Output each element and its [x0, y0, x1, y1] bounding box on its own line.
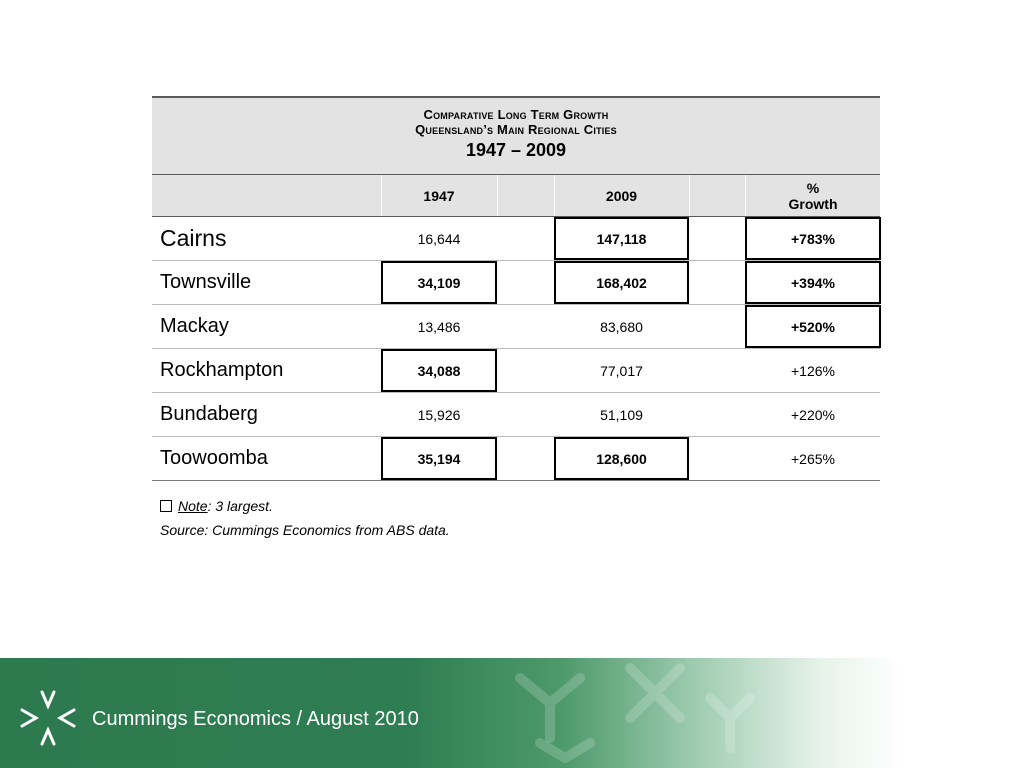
growth: +265%	[791, 450, 835, 467]
growth-highlighted: +783%	[745, 217, 881, 260]
value-2009-highlighted: 128,600	[554, 437, 689, 480]
source-line: Source: Cummings Economics from ABS data.	[160, 522, 450, 538]
header-growth-line2: Growth	[788, 196, 838, 212]
decorative-star-pattern-icon	[480, 658, 820, 768]
growth-highlighted: +394%	[745, 261, 881, 304]
value-1947-highlighted: 35,194	[381, 437, 497, 480]
city-name: Mackay	[160, 315, 229, 337]
header-growth-line1: %	[806, 180, 820, 196]
value-2009-highlighted: 168,402	[554, 261, 689, 304]
growth-table	[152, 96, 880, 481]
footer-banner	[0, 658, 1024, 768]
table-row-townsville	[152, 261, 880, 305]
value-1947: 16,644	[417, 230, 461, 247]
city-name: Cairns	[160, 225, 227, 251]
header-growth	[745, 175, 881, 217]
value-2009: 77,017	[600, 362, 643, 379]
table-row-toowoomba	[152, 437, 880, 481]
table-row-mackay	[152, 305, 880, 349]
value-2009: 51,109	[600, 406, 643, 423]
table-row-rockhampton	[152, 349, 880, 393]
value-1947-highlighted: 34,088	[381, 349, 497, 392]
city-name: Toowoomba	[160, 447, 268, 469]
table-row-cairns	[152, 217, 880, 261]
city-name: Townsville	[160, 271, 252, 293]
value-1947-highlighted: 34,109	[381, 261, 497, 304]
header-separator	[497, 175, 498, 216]
table-title-block	[152, 96, 880, 174]
city-name: Rockhampton	[160, 359, 284, 381]
cummings-star-logo-icon	[18, 688, 78, 748]
growth: +220%	[791, 406, 835, 423]
note-label: Note	[178, 498, 208, 514]
header-separator	[689, 175, 690, 216]
table-row-bundaberg	[152, 393, 880, 437]
table-title-line2: Queensland’s Main Regional Cities	[415, 122, 617, 137]
header-2009: 2009	[605, 188, 638, 204]
growth: +126%	[791, 362, 835, 379]
note-line	[160, 494, 450, 518]
table-title-line1: Comparative Long Term Growth	[423, 107, 609, 122]
value-1947: 15,926	[417, 406, 461, 423]
header-1947: 1947	[423, 188, 455, 204]
value-2009-highlighted: 147,118	[554, 217, 689, 260]
footer-text: Cummings Economics / August 2010	[92, 708, 419, 730]
growth-highlighted: +520%	[745, 305, 881, 348]
city-name: Bundaberg	[160, 403, 258, 425]
value-1947: 13,486	[417, 318, 461, 335]
table-notes	[160, 494, 450, 542]
note-text: : 3 largest.	[207, 498, 273, 514]
value-2009: 83,680	[600, 318, 643, 335]
table-header-row	[152, 174, 880, 217]
checkbox-bullet-icon	[160, 500, 172, 512]
table-title-years: 1947 – 2009	[465, 140, 567, 160]
